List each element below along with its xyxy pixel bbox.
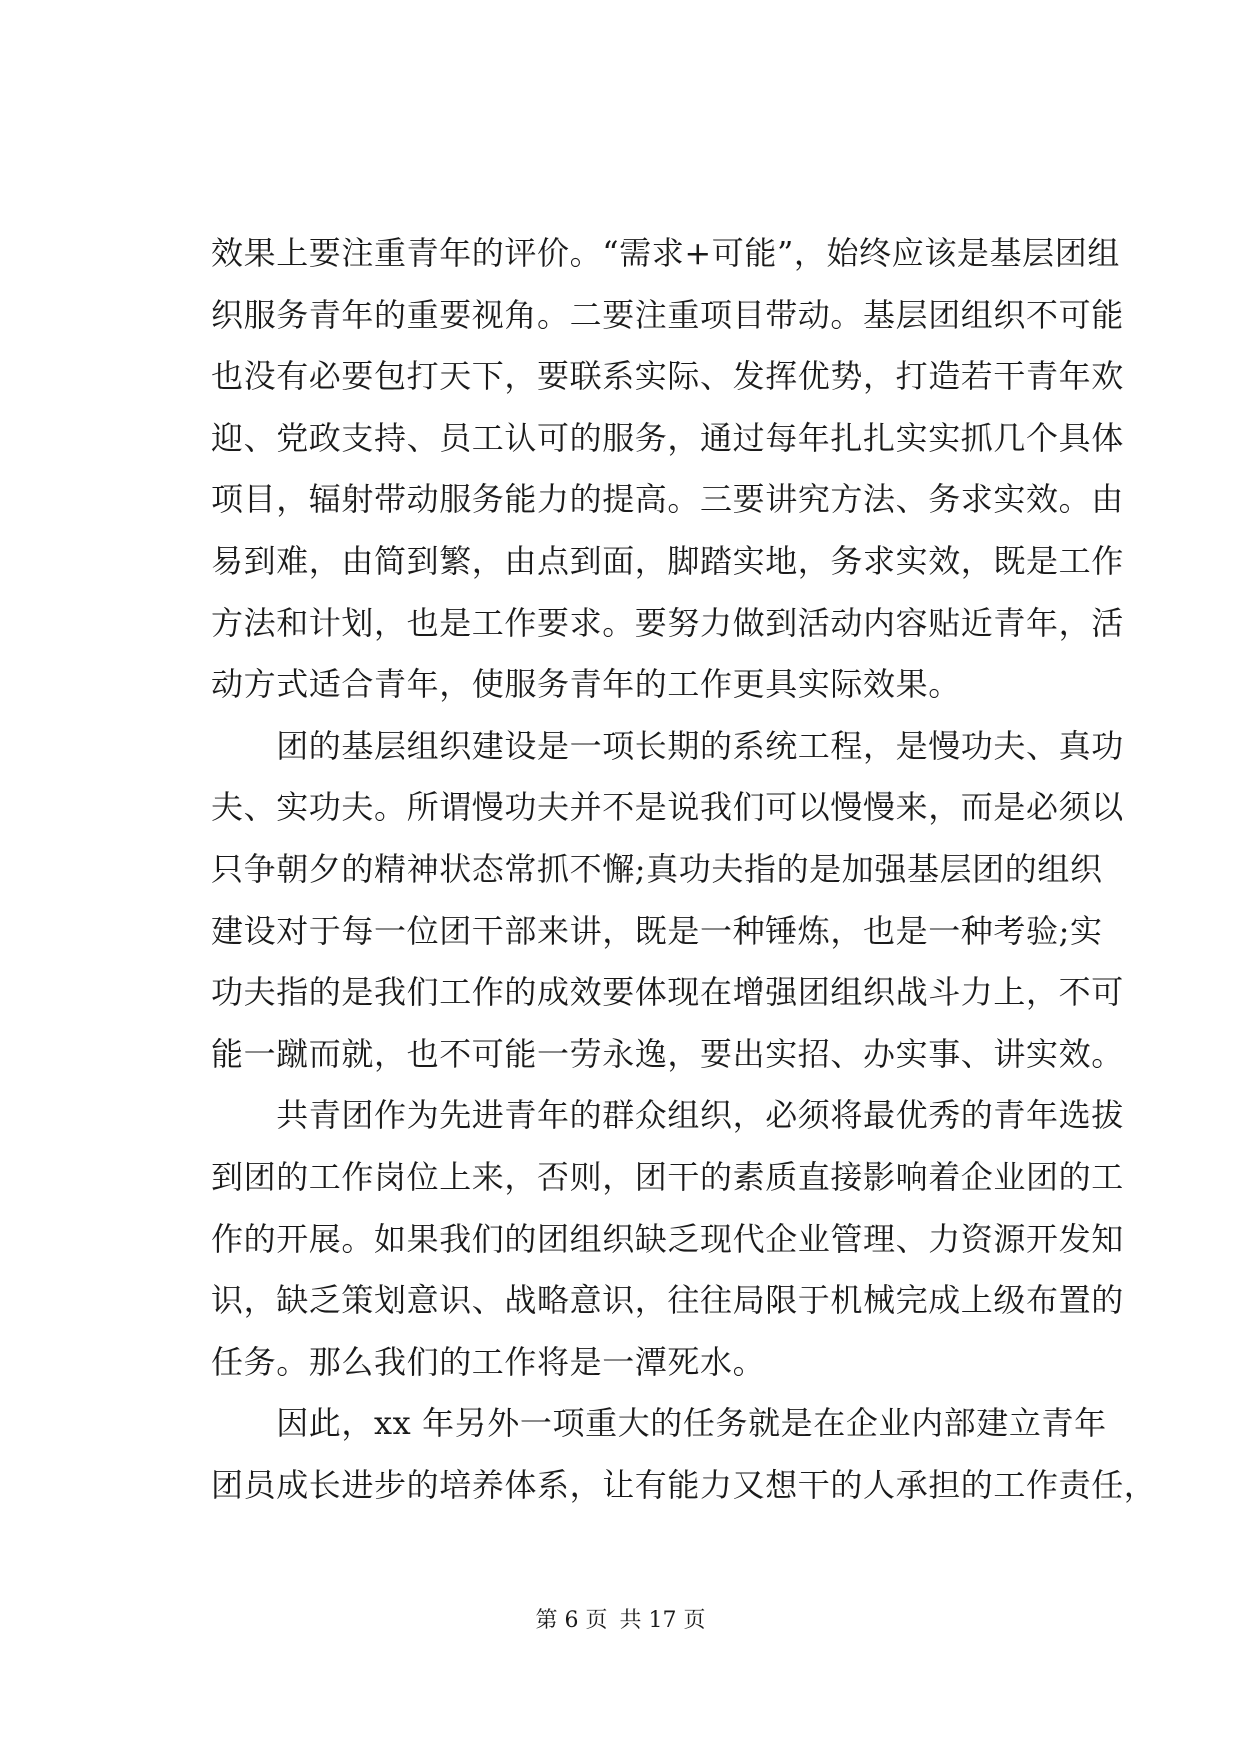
paragraph-start-line: 团的基层组织建设是一项长期的系统工程，是慢功夫、真功: [211, 726, 1124, 765]
text-line: 团员成长进步的培养体系，让有能力又想干的人承担的工作责任，: [211, 1465, 1157, 1504]
page-total: 共 17 页: [619, 1608, 706, 1633]
text-line: 易到难，由简到繁，由点到面，脚踏实地，务求实效，既是工作: [211, 541, 1124, 580]
document-body: [211, 223, 1157, 1516]
text-line: 识，缺乏策划意识、战略意识，往往局限于机械完成上级布置的: [211, 1281, 1124, 1320]
text-line: 作的开展。如果我们的团组织缺乏现代企业管理、力资源开发知: [211, 1219, 1124, 1258]
text-line: 也没有必要包打天下，要联系实际、发挥优势，打造若干青年欢: [211, 357, 1124, 396]
text-line: 动方式适合青年，使服务青年的工作更具实际效果。: [211, 665, 961, 704]
text-line: 项目，辐射带动服务能力的提高。三要讲究方法、务求实效。由: [211, 480, 1124, 519]
text-line: 方法和计划，也是工作要求。要努力做到活动内容贴近青年，活: [211, 603, 1124, 642]
paragraph-start-line: 共青团作为先进青年的群众组织，必须将最优秀的青年选拔: [211, 1096, 1124, 1135]
text-line: 功夫指的是我们工作的成效要体现在增强团组织战斗力上，不可: [211, 973, 1124, 1012]
text-line: 任务。那么我们的工作将是一潭死水。: [211, 1342, 766, 1381]
text-line: 建设对于每一位团干部来讲，既是一种锤炼，也是一种考验;实: [211, 911, 1103, 950]
text-line: 能一蹴而就，也不可能一劳永逸，要出实招、办实事、讲实效。: [211, 1034, 1124, 1073]
page-footer: [0, 1606, 1241, 1636]
text-line: 只争朝夕的精神状态常抓不懈;真功夫指的是加强基层团的组织: [211, 849, 1103, 888]
text-line: 夫、实功夫。所谓慢功夫并不是说我们可以慢慢来，而是必须以: [211, 788, 1124, 827]
page-number: 第 6 页: [535, 1608, 608, 1633]
text-line: 到团的工作岗位上来，否则，团干的素质直接影响着企业团的工: [211, 1157, 1124, 1196]
paragraph-start-line: 因此，xx 年另外一项重大的任务就是在企业内部建立青年: [211, 1404, 1107, 1443]
text-line: 效果上要注重青年的评价。“需求+可能”，始终应该是基层团组: [211, 234, 1120, 272]
text-line: 迎、党政支持、员工认可的服务，通过每年扎扎实实抓几个具体: [211, 418, 1124, 457]
text-line: 织服务青年的重要视角。二要注重项目带动。基层团组织不可能: [211, 295, 1124, 334]
